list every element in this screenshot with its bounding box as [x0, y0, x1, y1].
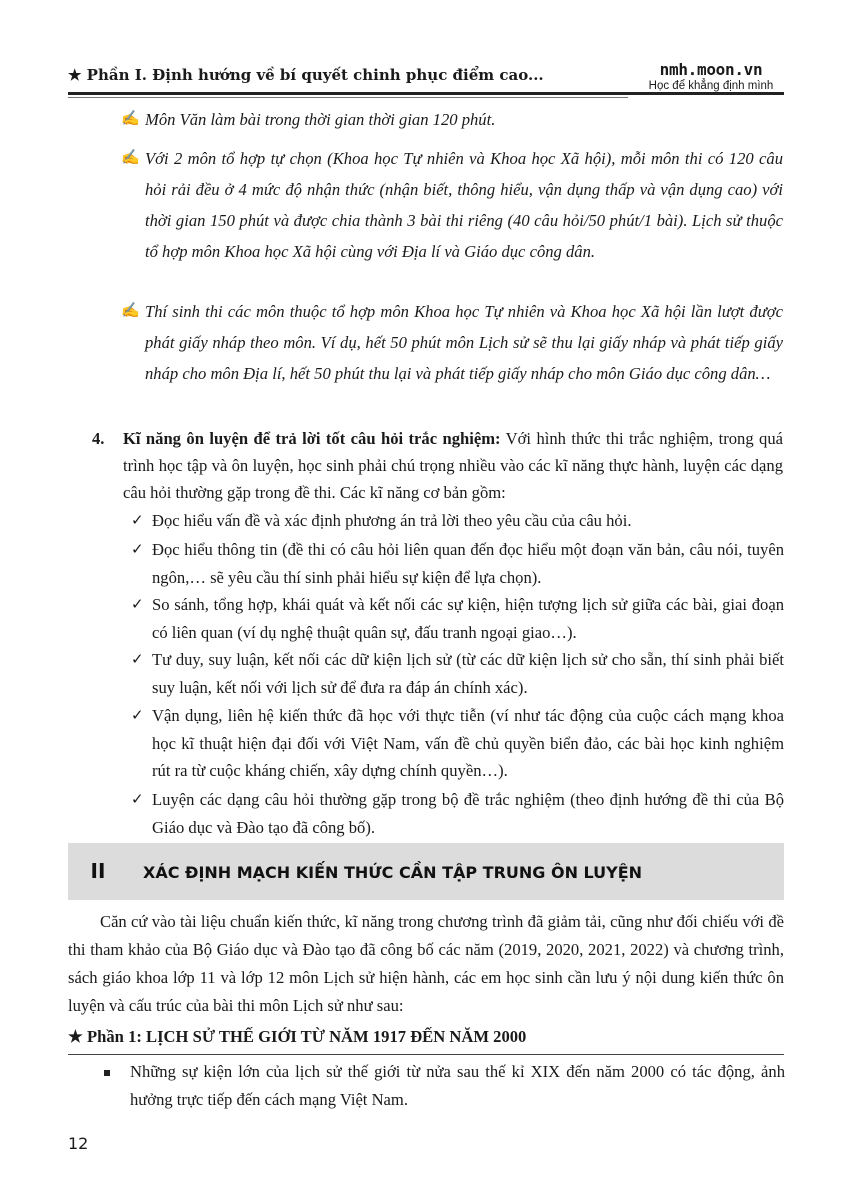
checkmark-icon: ✓ [131, 650, 144, 668]
intro-paragraph: Căn cứ vào tài liệu chuẩn kiến thức, kĩ năng trong chương trình đã giảm tải, cũng như đối chiếu với đề thi tham khảo của Bộ Giáo dục và Đào tạo đã công bố các năm (2019, 2020, 2021, 2022) và chương trình, sách giáo khoa lớp 11 và lớp 12 môn Lịch sử hiện hành, các em học sinh cần lưu ý nội dung kiến thức ôn luyện và cấu trúc của bài thi môn Lịch sử như sau: [68, 912, 784, 1015]
part-rule [68, 1054, 784, 1055]
note-item: Thí sinh thi các môn thuộc tổ hợp môn Khoa học Tự nhiên và Khoa học Xã hội lần lượt được phát giấy nháp theo môn. Ví dụ, hết 50 phút môn Lịch sử sẽ thu lại giấy nháp và phát tiếp giấy nháp cho môn Địa lí, hết 50 phút thu lại và phát tiếp giấy nháp cho môn Giáo dục công dân… [145, 302, 783, 383]
checkmark-icon: ✓ [131, 540, 144, 558]
writing-hand-icon: ✍ [121, 303, 140, 319]
writing-hand-icon: ✍ [121, 150, 140, 166]
square-bullet-icon [104, 1070, 110, 1076]
section-4-text: Với hình thức thi trắc nghiệm, trong quá trình học tập và ôn luyện, học sinh phải chú trọng nhiều vào các kĩ năng thực hành, luyện các dạng câu hỏi thường gặp trong đề thi. Các kĩ năng cơ bản gồm: [123, 429, 783, 502]
running-header-title: ★ Phần I. Định hướng về bí quyết chinh phục điểm cao... [68, 66, 544, 84]
skill-item: Vận dụng, liên hệ kiến thức đã học với thực tiễn (ví như tác động của cuộc cách mạng khoa học kĩ thuật hiện đại đối với Việt Nam, vấn đề chủ quyền biển đảo, các bài học kinh nghiệm rút ra từ cuộc kháng chiến, xây dựng chính quyền…). [152, 706, 784, 780]
part-title: ★ Phần 1: LỊCH SỬ THẾ GIỚI TỪ NĂM 1917 ĐẾN NĂM 2000 [68, 1027, 527, 1046]
checkmark-icon: ✓ [131, 511, 144, 529]
skill-item: Tư duy, suy luận, kết nối các dữ kiện lịch sử (từ các dữ kiện lịch sử cho sẵn, thí sinh phải biết suy luận, kết nối với lịch sử để đưa ra đáp án chính xác). [152, 650, 784, 697]
skill-item: Đọc hiểu vấn đề và xác định phương án trả lời theo yêu cầu của câu hỏi. [152, 511, 632, 530]
list-item: Những sự kiện lớn của lịch sử thế giới từ nửa sau thế kỉ XIX đến năm 2000 có tác động, ảnh hưởng trực tiếp đến cách mạng Việt Nam. [130, 1062, 785, 1109]
note-item: Với 2 môn tổ hợp tự chọn (Khoa học Tự nhiên và Khoa học Xã hội), mỗi môn thi có 120 câu hỏi rải đều ở 4 mức độ nhận thức (nhận biết, thông hiểu, vận dụng thấp và vận dụng cao) với thời gian 150 phút và được chia thành 3 bài thi riêng (40 câu hỏi/50 phút/1 bài). Lịch sử thuộc tổ hợp môn Khoa học Xã hội cùng với Địa lí và Giáo dục công dân. [145, 149, 783, 261]
section-4-heading: Kĩ năng ôn luyện để trả lời tốt câu hỏi trắc nghiệm: [123, 429, 501, 448]
section-number: 4. [92, 429, 105, 448]
section-4-paragraph [123, 425, 783, 506]
header-rule-thin [68, 97, 628, 98]
header-rule [68, 92, 784, 95]
writing-hand-icon: ✍ [121, 111, 140, 127]
section-roman-number: II [90, 859, 106, 883]
page-number: 12 [68, 1134, 89, 1153]
checkmark-icon: ✓ [131, 706, 144, 724]
checkmark-icon: ✓ [131, 790, 144, 808]
brand-tagline: Học để khẳng định mình [648, 80, 774, 92]
skill-item: Luyện các dạng câu hỏi thường gặp trong bộ đề trắc nghiệm (theo định hướng đề thi của Bộ Giáo dục và Đào tạo đã công bố). [152, 790, 784, 837]
brand-name: nmh.moon.vn [659, 60, 763, 79]
brand-block [636, 60, 786, 92]
section-title: XÁC ĐỊNH MẠCH KIẾN THỨC CẦN TẬP TRUNG ÔN LUYỆN [143, 863, 643, 882]
skill-item: So sánh, tổng hợp, khái quát và kết nối các sự kiện, hiện tượng lịch sử giữa các bài, giai đoạn có liên quan (ví dụ nghệ thuật quân sự, đấu tranh ngoại giao…). [152, 595, 784, 642]
skill-item: Đọc hiểu thông tin (đề thi có câu hỏi liên quan đến đọc hiểu một đoạn văn bản, câu nói, tuyên ngôn,… sẽ yêu cầu thí sinh phải hiểu sự kiện để lựa chọn). [152, 540, 784, 587]
note-item: Môn Văn làm bài trong thời gian thời gian 120 phút. [145, 110, 496, 129]
checkmark-icon: ✓ [131, 595, 144, 613]
